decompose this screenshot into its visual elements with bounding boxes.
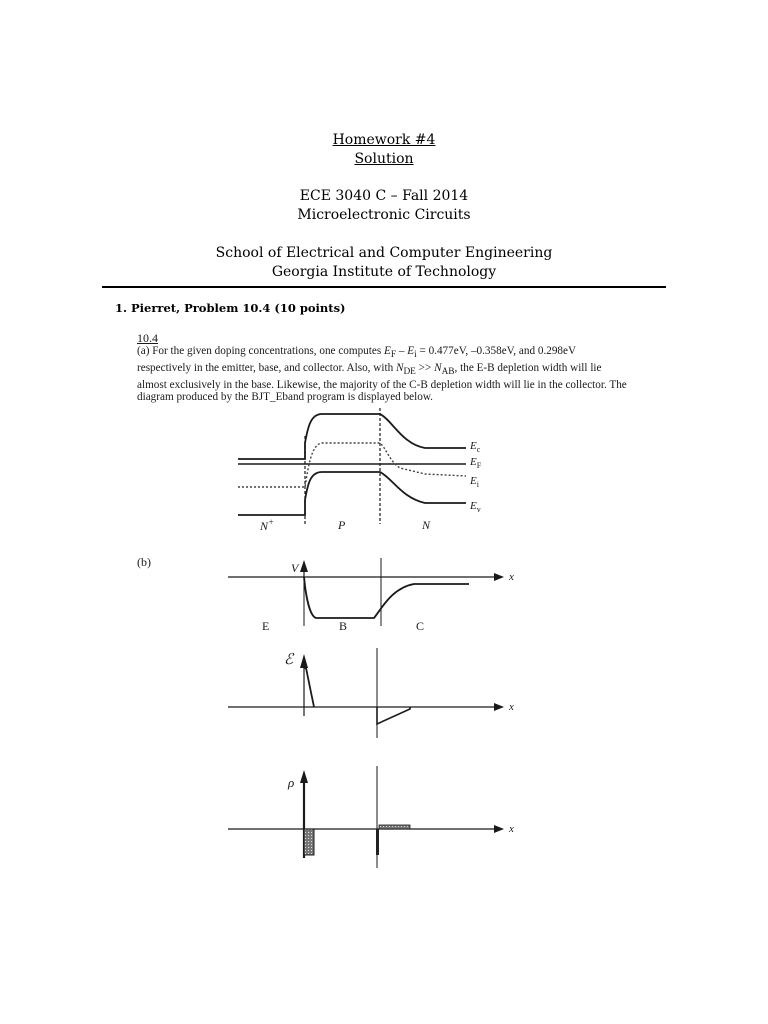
ei-label: $E_i$ <box>470 475 479 489</box>
ef-label: $E_F$ <box>470 456 482 470</box>
energy-band-diagram <box>230 406 520 536</box>
region-c-label: C <box>416 619 425 633</box>
region-b-label: B <box>339 619 348 633</box>
collector-charge-block <box>379 825 410 829</box>
x-axis-arrow <box>494 573 504 581</box>
institute-name: Georgia Institute of Technology <box>271 264 497 280</box>
conduction-band-edge <box>238 414 466 459</box>
x-axis-arrow <box>494 703 504 711</box>
x-label: x <box>509 571 514 583</box>
part-b-label: (b) <box>137 555 151 569</box>
y-label: V <box>291 561 299 575</box>
base-charge-block <box>376 829 379 855</box>
solution-part-a-text: (a) For the given doping concentrations, one computes $E_F - E_i = 0.477eV$, –0.358eV, and 0.298eV respectively in the emitter, base, and collector. Also, with $N_{DE} >> N_{AB}$, the E-B depletion width will lie almost exclusively in the base. Likewise, the majority of the C-B depletion width will lie in the collector. The diagram produced by the BJT_Eband program is displayed below. <box>137 345 627 404</box>
problem-heading: 1. Pierret, Problem 10.4 (10 points) <box>115 301 346 315</box>
intrinsic-level <box>238 443 466 487</box>
charge-density-plot <box>224 766 514 870</box>
region-n-plus-label: N+ <box>260 517 275 533</box>
solution-title: Solution <box>354 151 414 167</box>
y-axis-arrow <box>300 560 308 572</box>
ev-label: $E_v$ <box>470 500 481 514</box>
course-code: ECE 3040 C – Fall 2014 <box>299 188 469 204</box>
y-axis-arrow <box>300 770 308 783</box>
field-cb-dip <box>377 707 410 724</box>
homework-title: Homework #4 <box>332 132 436 148</box>
y-label: ℰ <box>284 652 294 668</box>
emitter-charge-block <box>304 829 314 855</box>
region-n-label: N <box>422 518 431 532</box>
x-label: x <box>509 701 514 713</box>
course-name: Microelectronic Circuits <box>297 207 471 223</box>
electric-field-plot <box>224 648 514 748</box>
x-label: x <box>509 823 514 835</box>
school-name: School of Electrical and Computer Engineering <box>215 245 553 261</box>
header-divider <box>102 286 666 288</box>
potential-curve <box>304 577 469 618</box>
potential-plot <box>224 558 514 638</box>
region-p-label: P <box>338 518 346 532</box>
y-axis-arrow <box>300 654 308 668</box>
ec-label: $E_c$ <box>470 440 481 454</box>
region-e-label: E <box>262 619 270 633</box>
y-label: ρ <box>288 775 295 790</box>
x-axis-arrow <box>494 825 504 833</box>
valence-band-edge <box>238 472 466 515</box>
solution-label: 10.4 <box>137 331 158 345</box>
field-eb-spike <box>304 668 314 707</box>
